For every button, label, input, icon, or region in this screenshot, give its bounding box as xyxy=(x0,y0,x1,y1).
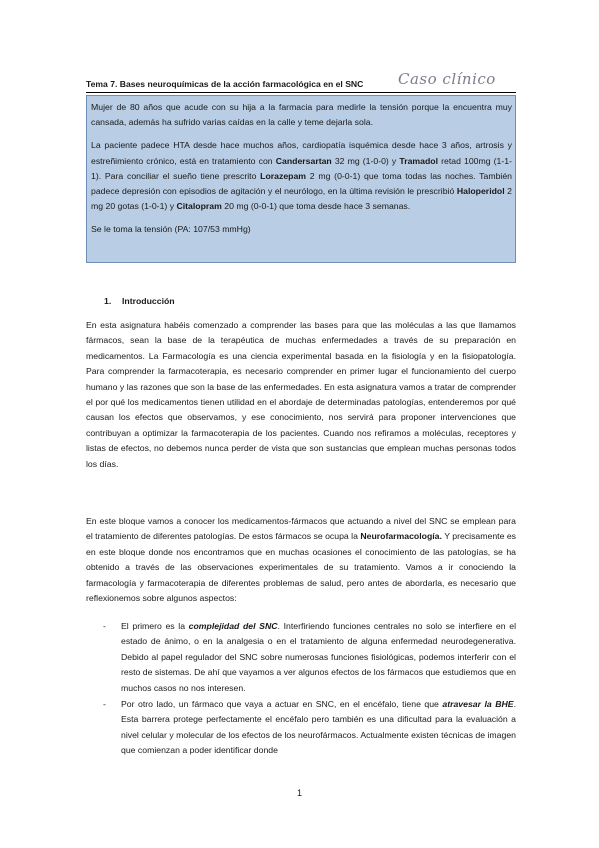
drug-name: Haloperidol xyxy=(456,186,505,197)
neuro-paragraph: En este bloque vamos a conocer los medicamentos-fármacos que actuando a nivel del SNC se emplean para el tratamiento de diferentes patologías. De estos fármacos se ocupa la Neurofarmacología. Y precisamente es en este bloque donde nos encontramos que en muchas ocasiones el conocimiento de las patologías, se ha obtenido a través de las observaciones experimentales de su tratamiento. Vamos a ir conociendo la farmacología y farmacoterapia de diferentes problemas de salud, pero antes de abordarla, es necesario que reflexionemos sobre algunos aspectos: xyxy=(86,516,516,604)
section-number: 1. xyxy=(104,296,112,306)
section-title: Introducción xyxy=(122,296,175,306)
drug-name: Candersartan xyxy=(275,155,332,166)
list-item: - Por otro lado, un fármaco que vaya a actuar en SNC, en el encéfalo, tiene que atravesar la BHE. Esta barrera protege perfectamente el encéfalo pero también es una dificultad para la evaluación a nivel celular y molecular de los efectos de los neurofármacos. Actualmente existen técnicas de imagen que comienzan a poder identificar donde xyxy=(103,699,516,756)
case-intro-paragraph: Mujer de 80 años que acude con su hija a la farmacia para medirle la tensión porque la encuentra muy cansada, además ha sufrido varias caídas en la calle y teme dejarla sola. xyxy=(91,102,512,128)
case-history-paragraph: La paciente padece HTA desde hace muchos años, cardiopatía isquémica desde hace 3 años, artrosis y estreñimiento crónico, está en tratamiento con Candersartan 32 mg (1-0-0) y Tramadol retad 100mg (1-1-1). Para conciliar el sueño tiene prescrito Lorazepam 2 mg (0-0-1) que toma todas las noches. También padece depresión con episodios de agitación y el neurólogo, en la última revisión le prescribió Haloperidol 2 mg 20 gotas (1-0-1) y Citalopram 20 mg (0-0-1) que toma desde hace 3 semanas. xyxy=(91,140,513,212)
list-item: - El primero es la complejidad del SNC. Interfiriendo funciones centrales no solo se interfiere en el estado de ánimo, o en la analgesia o en el tratamiento de alguna enfermedad neurodegenerativa. Debido al papel regulador del SNC sobre numerosas funciones fisiológicas, podemos interferir con el resto de sistemas. De ahí que vayamos a ver algunos efectos de los fármacos que estudiemos que en muchos casos no nos interesen. xyxy=(103,621,516,693)
section-heading xyxy=(104,296,175,306)
drug-name: Citalopram xyxy=(176,201,222,212)
case-study-box xyxy=(86,95,516,263)
aspects-list xyxy=(86,619,516,760)
header-divider xyxy=(86,92,516,93)
handwritten-annotation: Caso clínico xyxy=(398,70,496,88)
page-header xyxy=(86,72,516,94)
header-title: Tema 7. Bases neuroquímicas de la acción farmacológica en el SNC xyxy=(86,79,364,89)
emphasis-term: atravesar la BHE xyxy=(442,699,514,710)
emphasis-term: complejidad del SNC xyxy=(188,621,278,631)
intro-paragraph: En esta asignatura habéis comenzado a comprender las bases para que las moléculas a las que llamamos fármacos, sean la base de la terapéutica de muchas enfermedades a través de su preparación en medicamentos. La Farmacología es una ciencia experimental basada en la fisiología y en la fisiopatología. Para comprender la farmacoterapia, es necesario comprender en primer lugar el funcionamiento del cuerpo humano y las razones que son la base de las enfermedades. En esta asignatura vamos a tratar de comprender el por qué los medicamentos tienen utilidad en el abordaje de determinadas patologías, entenderemos por qué causan los efectos que observamos, y ese conocimiento, nos servirá para proponer intervenciones que contribuyan a optimizar la farmacoterapia de los pacientes. Cuando nos refiramos a moléculas, receptores y listas de efectos, no debemos nunca perder de vista que son sustancias que emplean muchas personas todos los días. xyxy=(86,320,516,469)
bold-term: Neurofarmacología. xyxy=(360,531,442,542)
drug-name: Lorazepam xyxy=(260,170,307,181)
case-blood-pressure: Se le toma la tensión (PA: 107/53 mmHg) xyxy=(91,224,251,235)
page-number: 1 xyxy=(296,788,302,798)
drug-name: Tramadol xyxy=(399,155,438,166)
